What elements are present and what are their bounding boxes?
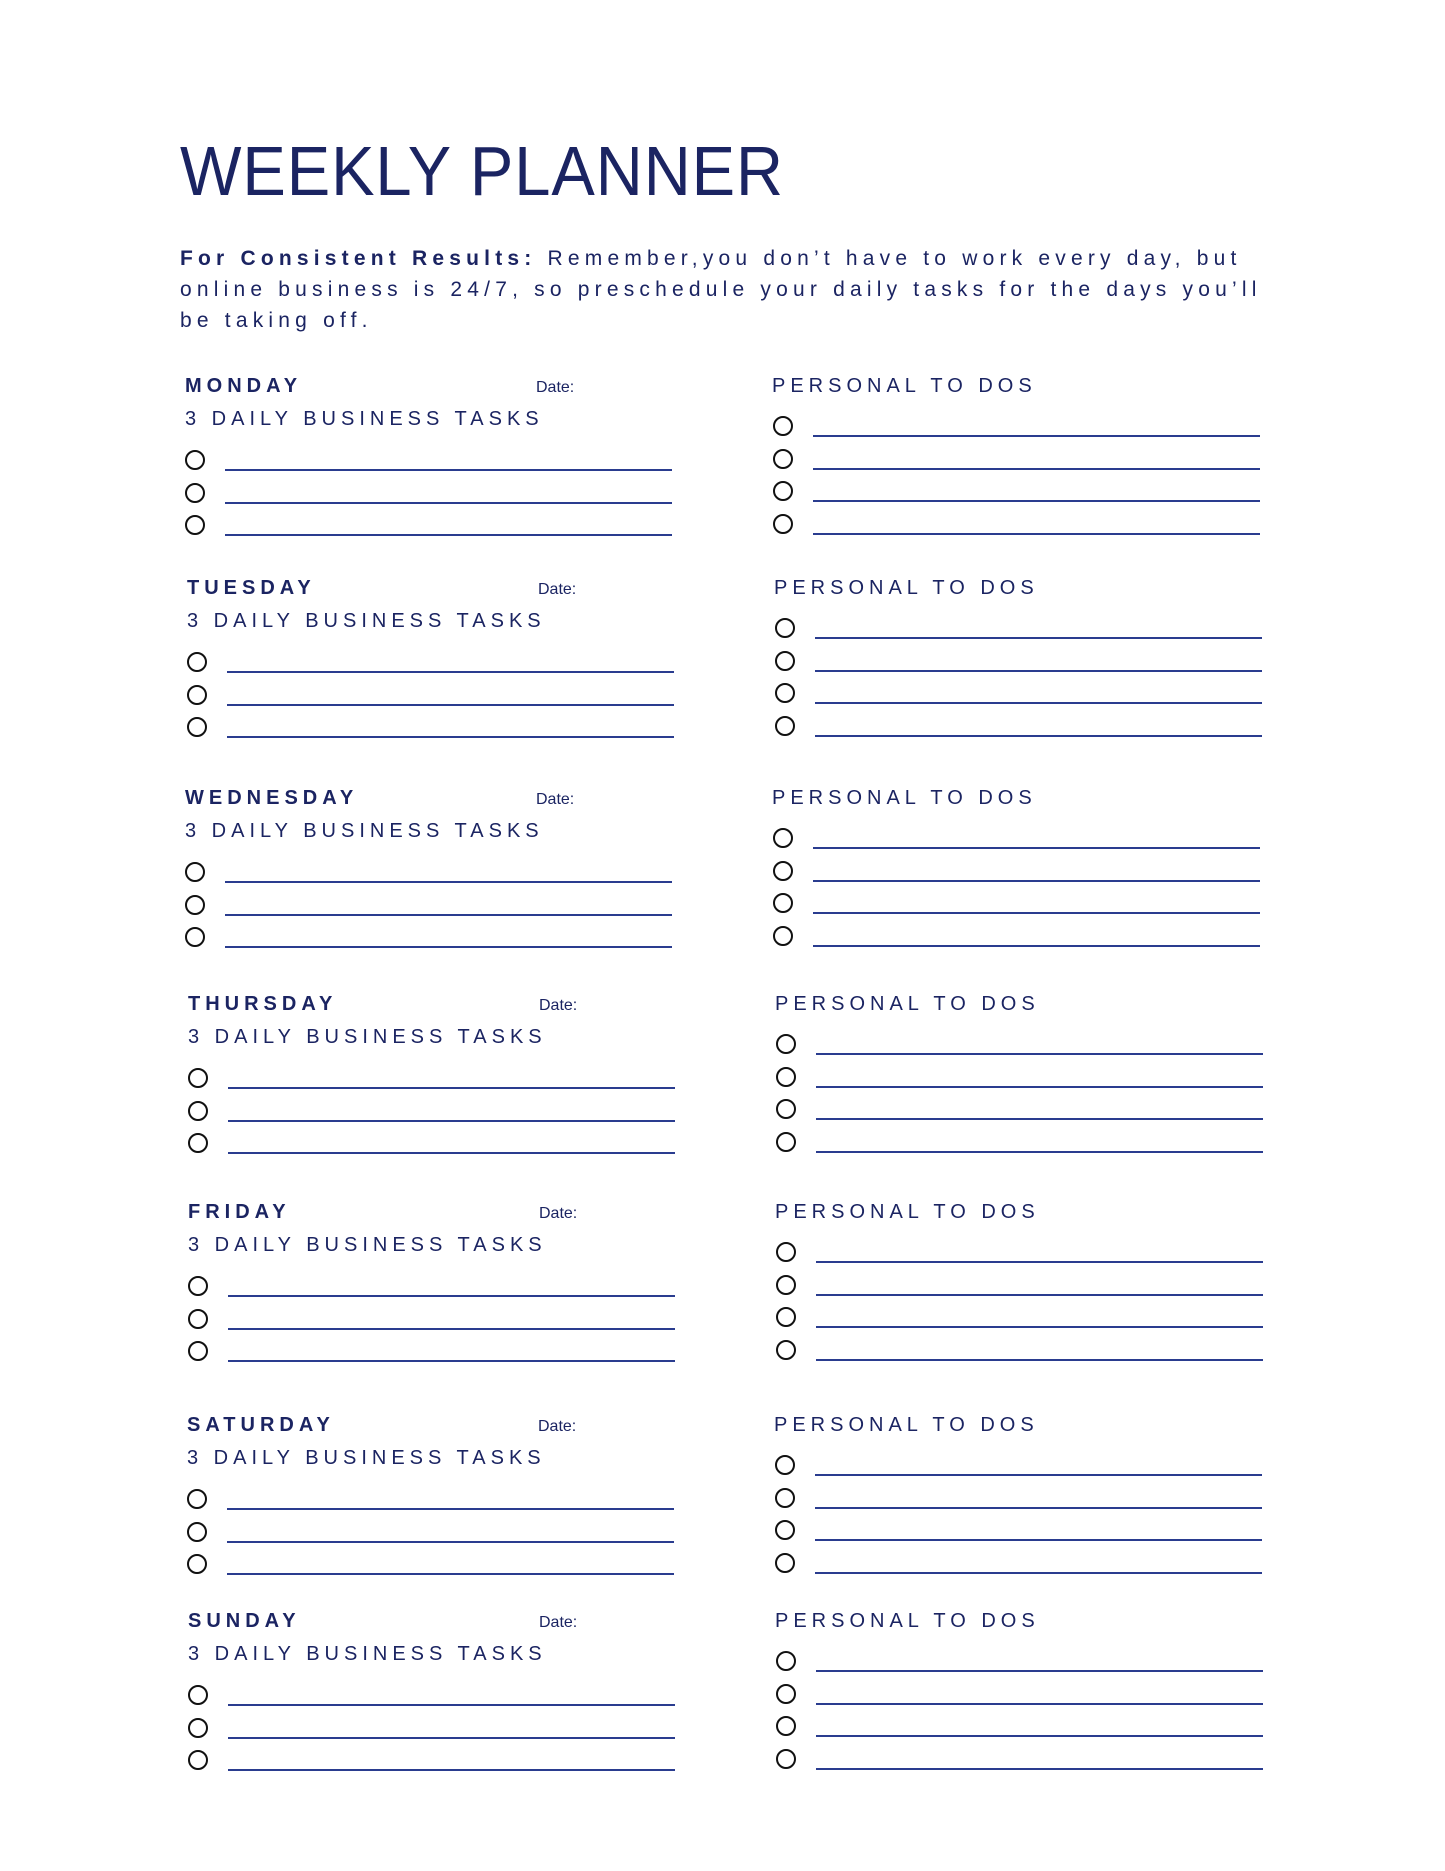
task-write-line[interactable] — [228, 1360, 675, 1362]
business-tasks-label: 3 DAILY BUSINESS TASKS — [188, 1234, 547, 1256]
todo-checkbox[interactable] — [773, 926, 793, 946]
todo-checkbox[interactable] — [776, 1307, 796, 1327]
date-label: Date: — [536, 379, 575, 396]
intro-body: Remember,you don’t have to work every day, but online business is 24/7, so preschedule your daily tasks for the days you’ll be taking off. — [180, 247, 1262, 332]
task-checkbox[interactable] — [188, 1341, 208, 1361]
task-write-line[interactable] — [225, 881, 672, 883]
task-checkbox[interactable] — [187, 1554, 207, 1574]
task-checkbox[interactable] — [188, 1685, 208, 1705]
task-checkbox[interactable] — [185, 450, 205, 470]
task-write-line[interactable] — [228, 1120, 675, 1122]
todo-write-line[interactable] — [816, 1118, 1263, 1120]
todo-write-line[interactable] — [813, 847, 1260, 849]
task-checkbox[interactable] — [187, 652, 207, 672]
todo-write-line[interactable] — [816, 1053, 1263, 1055]
task-write-line[interactable] — [228, 1328, 675, 1330]
personal-todos-label: PERSONAL TO DOS — [775, 1201, 1040, 1223]
day-name: MONDAY — [185, 375, 303, 397]
todo-checkbox[interactable] — [775, 1455, 795, 1475]
task-write-line[interactable] — [227, 704, 674, 706]
task-write-line[interactable] — [227, 1508, 674, 1510]
todo-write-line[interactable] — [816, 1294, 1263, 1296]
task-checkbox[interactable] — [185, 483, 205, 503]
todo-checkbox[interactable] — [776, 1716, 796, 1736]
todo-checkbox[interactable] — [776, 1651, 796, 1671]
task-checkbox[interactable] — [188, 1068, 208, 1088]
task-write-line[interactable] — [225, 534, 672, 536]
todo-checkbox[interactable] — [776, 1749, 796, 1769]
todo-write-line[interactable] — [816, 1703, 1263, 1705]
date-label: Date: — [539, 1205, 578, 1222]
todo-write-line[interactable] — [816, 1151, 1263, 1153]
intro-text — [180, 243, 1290, 336]
todo-checkbox[interactable] — [775, 1553, 795, 1573]
todo-write-line[interactable] — [816, 1326, 1263, 1328]
task-checkbox[interactable] — [185, 515, 205, 535]
task-write-line[interactable] — [228, 1704, 675, 1706]
todo-write-line[interactable] — [815, 735, 1262, 737]
task-write-line[interactable] — [227, 671, 674, 673]
todo-checkbox[interactable] — [773, 514, 793, 534]
todo-checkbox[interactable] — [773, 481, 793, 501]
task-write-line[interactable] — [228, 1295, 675, 1297]
todo-write-line[interactable] — [816, 1086, 1263, 1088]
todo-checkbox[interactable] — [773, 861, 793, 881]
date-label: Date: — [538, 1418, 577, 1435]
task-write-line[interactable] — [227, 1541, 674, 1543]
todo-write-line[interactable] — [813, 912, 1260, 914]
task-checkbox[interactable] — [187, 1522, 207, 1542]
task-checkbox[interactable] — [188, 1718, 208, 1738]
business-tasks-label: 3 DAILY BUSINESS TASKS — [187, 1447, 546, 1469]
task-checkbox[interactable] — [185, 862, 205, 882]
todo-checkbox[interactable] — [775, 1488, 795, 1508]
personal-todos-label: PERSONAL TO DOS — [775, 993, 1040, 1015]
todo-write-line[interactable] — [816, 1735, 1263, 1737]
task-checkbox[interactable] — [185, 895, 205, 915]
business-tasks-label: 3 DAILY BUSINESS TASKS — [187, 610, 546, 632]
todo-write-line[interactable] — [816, 1261, 1263, 1263]
date-label: Date: — [538, 581, 577, 598]
todo-checkbox[interactable] — [775, 683, 795, 703]
todo-write-line[interactable] — [815, 1474, 1262, 1476]
todo-checkbox[interactable] — [775, 1520, 795, 1540]
day-name: SATURDAY — [187, 1414, 335, 1436]
todo-write-line[interactable] — [813, 500, 1260, 502]
task-write-line[interactable] — [225, 469, 672, 471]
day-name: THURSDAY — [188, 993, 338, 1015]
todo-write-line[interactable] — [813, 435, 1260, 437]
task-write-line[interactable] — [225, 914, 672, 916]
task-write-line[interactable] — [228, 1087, 675, 1089]
task-checkbox[interactable] — [188, 1101, 208, 1121]
task-write-line[interactable] — [227, 1573, 674, 1575]
todo-checkbox[interactable] — [776, 1067, 796, 1087]
todo-write-line[interactable] — [813, 880, 1260, 882]
business-tasks-label: 3 DAILY BUSINESS TASKS — [188, 1026, 547, 1048]
intro-bold: For Consistent Results: — [180, 247, 537, 270]
personal-todos-label: PERSONAL TO DOS — [775, 1610, 1040, 1632]
page-title: WEEKLY PLANNER — [180, 132, 784, 210]
day-section — [183, 993, 1303, 1173]
day-section — [183, 1610, 1303, 1790]
business-tasks-label: 3 DAILY BUSINESS TASKS — [188, 1643, 547, 1665]
business-tasks-label: 3 DAILY BUSINESS TASKS — [185, 820, 544, 842]
todo-write-line[interactable] — [815, 1572, 1262, 1574]
day-section — [182, 577, 1302, 757]
todo-checkbox[interactable] — [773, 449, 793, 469]
todo-checkbox[interactable] — [775, 618, 795, 638]
todo-write-line[interactable] — [815, 1507, 1262, 1509]
task-write-line[interactable] — [225, 502, 672, 504]
date-label: Date: — [539, 997, 578, 1014]
task-checkbox[interactable] — [185, 927, 205, 947]
todo-write-line[interactable] — [816, 1359, 1263, 1361]
task-write-line[interactable] — [228, 1737, 675, 1739]
todo-write-line[interactable] — [815, 1539, 1262, 1541]
personal-todos-label: PERSONAL TO DOS — [772, 787, 1037, 809]
personal-todos-label: PERSONAL TO DOS — [772, 375, 1037, 397]
task-checkbox[interactable] — [187, 685, 207, 705]
todo-checkbox[interactable] — [776, 1099, 796, 1119]
todo-checkbox[interactable] — [773, 893, 793, 913]
todo-write-line[interactable] — [815, 637, 1262, 639]
task-checkbox[interactable] — [188, 1309, 208, 1329]
todo-checkbox[interactable] — [776, 1132, 796, 1152]
task-checkbox[interactable] — [187, 717, 207, 737]
day-section — [180, 787, 1300, 967]
task-checkbox[interactable] — [188, 1276, 208, 1296]
todo-checkbox[interactable] — [776, 1340, 796, 1360]
task-write-line[interactable] — [225, 946, 672, 948]
business-tasks-label: 3 DAILY BUSINESS TASKS — [185, 408, 544, 430]
todo-checkbox[interactable] — [775, 651, 795, 671]
day-name: TUESDAY — [187, 577, 316, 599]
todo-checkbox[interactable] — [776, 1275, 796, 1295]
day-section — [180, 375, 1300, 555]
task-checkbox[interactable] — [187, 1489, 207, 1509]
day-name: FRIDAY — [188, 1201, 291, 1223]
todo-checkbox[interactable] — [773, 416, 793, 436]
todo-write-line[interactable] — [815, 670, 1262, 672]
date-label: Date: — [539, 1614, 578, 1631]
todo-checkbox[interactable] — [775, 716, 795, 736]
todo-checkbox[interactable] — [776, 1684, 796, 1704]
task-write-line[interactable] — [228, 1769, 675, 1771]
task-checkbox[interactable] — [188, 1133, 208, 1153]
date-label: Date: — [536, 791, 575, 808]
todo-write-line[interactable] — [813, 533, 1260, 535]
day-section — [183, 1201, 1303, 1381]
day-section — [182, 1414, 1302, 1594]
todo-write-line[interactable] — [816, 1768, 1263, 1770]
todo-checkbox[interactable] — [776, 1242, 796, 1262]
todo-write-line[interactable] — [816, 1670, 1263, 1672]
day-name: SUNDAY — [188, 1610, 301, 1632]
task-checkbox[interactable] — [188, 1750, 208, 1770]
task-write-line[interactable] — [228, 1152, 675, 1154]
task-write-line[interactable] — [227, 736, 674, 738]
todo-write-line[interactable] — [815, 702, 1262, 704]
personal-todos-label: PERSONAL TO DOS — [774, 1414, 1039, 1436]
day-name: WEDNESDAY — [185, 787, 359, 809]
todo-write-line[interactable] — [813, 468, 1260, 470]
todo-write-line[interactable] — [813, 945, 1260, 947]
personal-todos-label: PERSONAL TO DOS — [774, 577, 1039, 599]
todo-checkbox[interactable] — [776, 1034, 796, 1054]
todo-checkbox[interactable] — [773, 828, 793, 848]
